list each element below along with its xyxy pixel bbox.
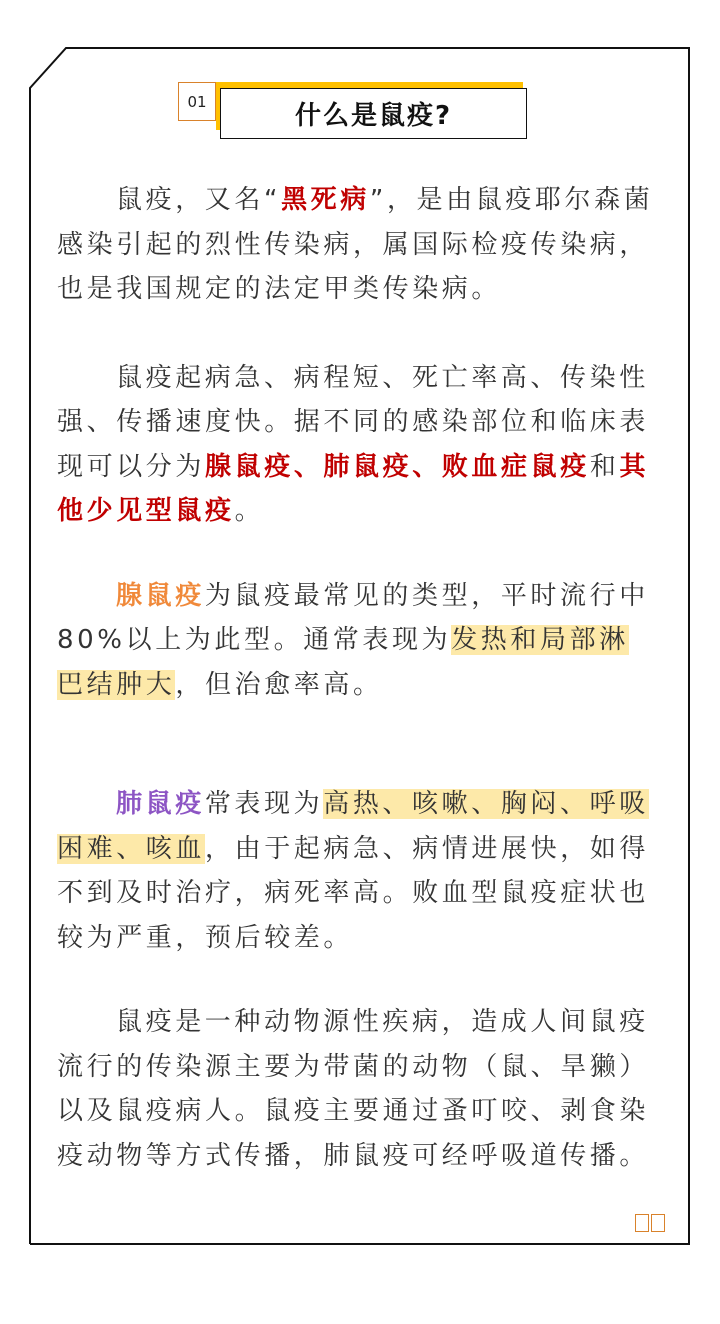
highlighted-text: 发热和局部淋巴结肿大 — [57, 625, 629, 700]
emphasis-text: 肺鼠疫 — [116, 789, 205, 819]
text: 鼠疫是一种动物源性疾病，造成人间鼠疫流行的传染源主要为带菌的动物（鼠、旱獭）以及鼠疫病人。鼠疫主要通过蚤叮咬、剥食染疫动物等方式传播，肺鼠疫可经呼吸道传播。 — [57, 1007, 650, 1171]
book-icon — [635, 1214, 665, 1232]
text: 。 — [234, 496, 265, 526]
text: 为鼠疫最常见的类型，平时流行中80%以上为此型。通常表现为 — [57, 580, 649, 655]
emphasis-text: 黑死病 — [281, 185, 370, 215]
section-number: 01 — [178, 82, 216, 121]
paragraph-types — [57, 356, 657, 534]
text: 鼠疫起病急、病程短、死亡率高、传染性强、传播速度快。据不同的感染部位和临床表现可以分为 — [57, 362, 650, 482]
highlighted-text: 高热、咳嗽、胸闷、呼吸困难、咳血 — [57, 789, 649, 864]
section-title: 什么是鼠疫? — [220, 88, 527, 139]
text: ”，是由鼠疫耶尔森菌感染引起的烈性传染病，属国际检疫传染病，也是我国规定的法定甲类传染病。 — [57, 185, 654, 304]
text: 鼠疫，又名“ — [116, 185, 282, 215]
emphasis-text: 其他少见型鼠疫 — [57, 451, 650, 526]
text: ，但治愈率高。 — [175, 669, 383, 700]
paragraph-bubonic — [57, 574, 657, 708]
article-body — [57, 178, 657, 1178]
text: ，由于起病急、病情进展快，如得不到及时治疗，病死率高。败血型鼠疫症状也较为严重，预后较差。 — [57, 833, 650, 953]
paragraph-intro — [57, 178, 657, 312]
emphasis-text: 腺鼠疫 — [116, 580, 205, 611]
text: 和 — [589, 451, 620, 482]
text: 常表现为 — [204, 789, 324, 819]
paragraph-transmission — [57, 1000, 657, 1178]
emphasis-text: 腺鼠疫、肺鼠疫、败血症鼠疫 — [205, 451, 590, 482]
paragraph-pneumonic — [57, 782, 657, 960]
